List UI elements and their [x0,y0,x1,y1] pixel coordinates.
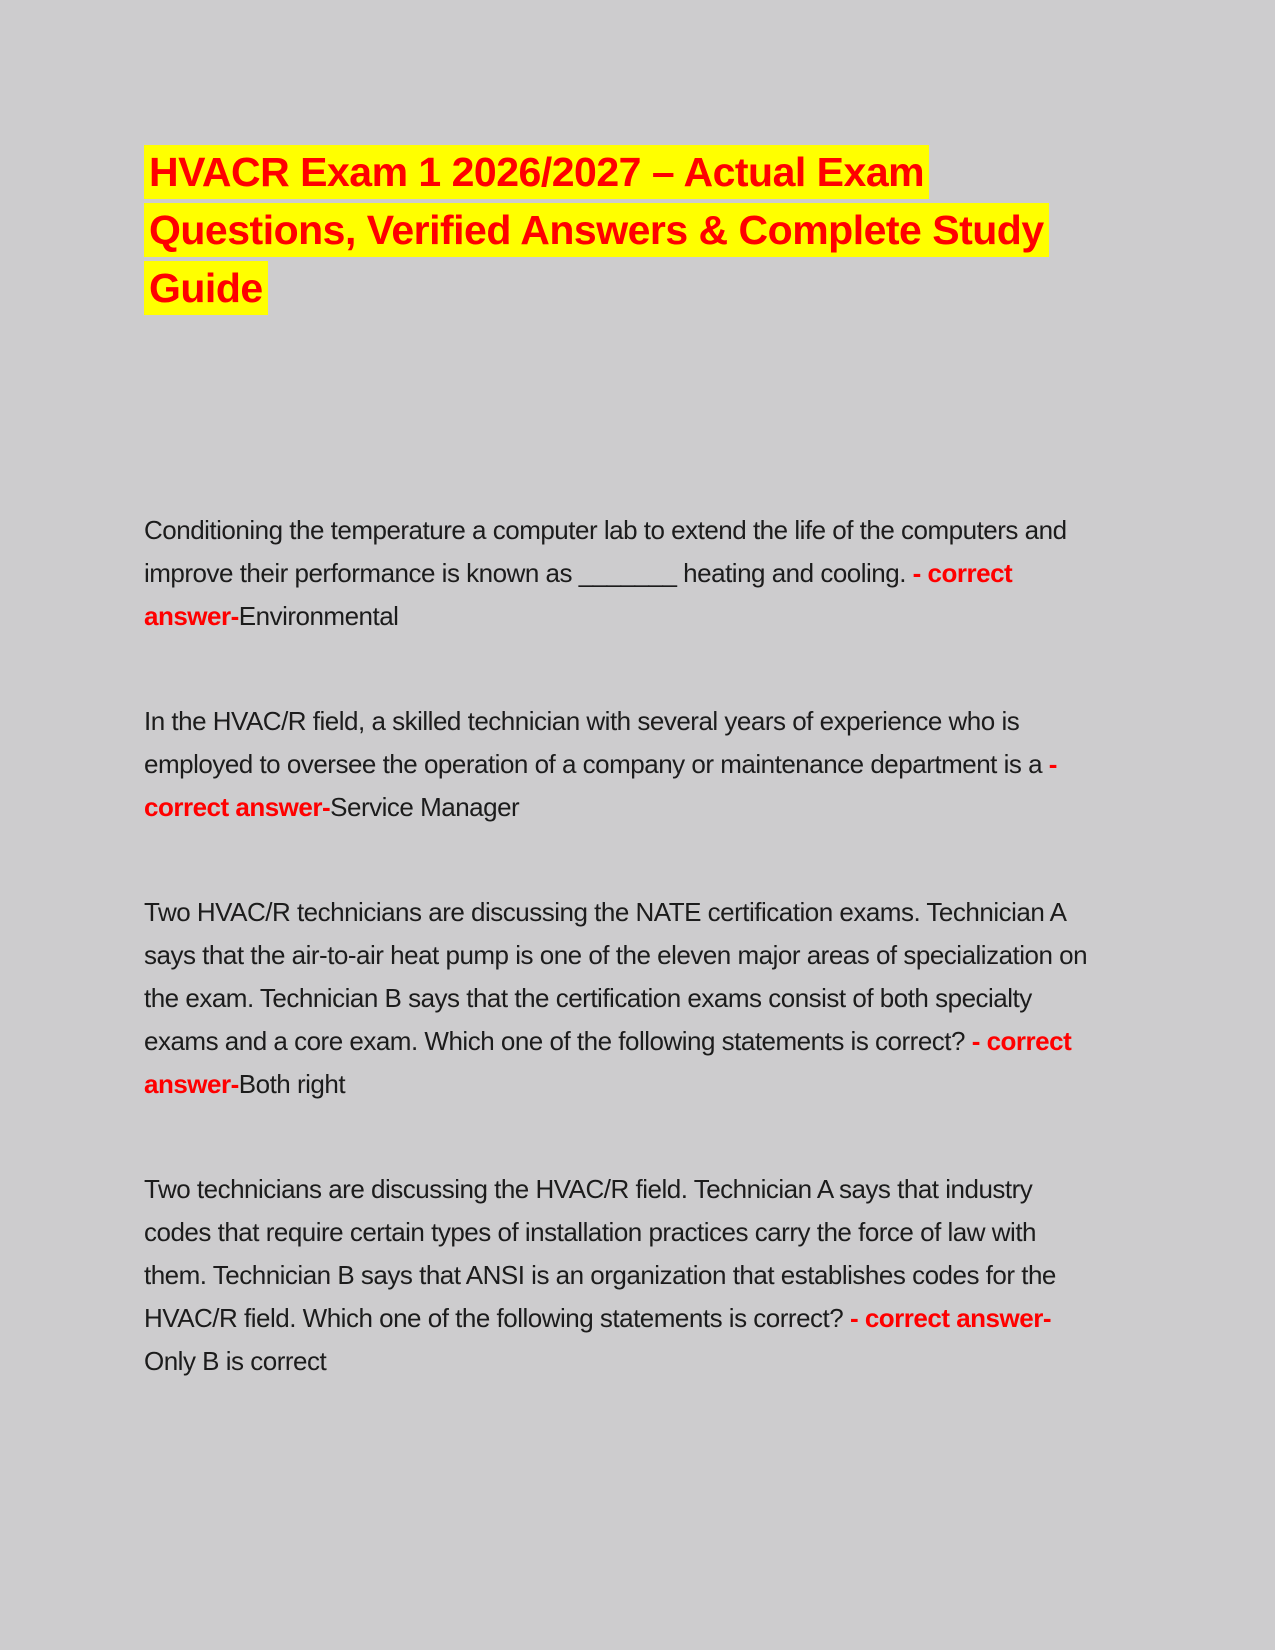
answer-text: Both right [238,1069,346,1099]
question-text: Two technicians are discussing the HVAC/R field. Technician A says that industry codes that require certain types of installation practices carry the force of law with them. Technician B says that ANSI is an organization that establishes codes for the HVAC/R field. Which one of the following statements is correct? [144,1174,1056,1333]
qa-item [144,509,1102,638]
answer-text: Service Manager [330,792,520,822]
qa-item [144,1168,1102,1383]
qa-item [144,891,1102,1106]
question-text: Conditioning the temperature a computer lab to extend the life of the computers and improve their performance is known as _______ heating and cooling. [144,515,1067,588]
answer-text: Environmental [238,601,399,631]
question-text: In the HVAC/R field, a skilled technician with several years of experience who is employed to oversee the operation of a company or maintenance department is a [144,706,1049,779]
qa-item [144,700,1102,829]
correct-answer-marker: - correct answer- [144,749,1057,822]
page-title-highlight: HVACR Exam 1 2026/2027 – Actual Exam Questions, Verified Answers & Complete Study Guide [144,145,1049,315]
correct-answer-marker: - correct answer- [144,1026,1072,1099]
document-content [144,143,1102,1445]
answer-text: Only B is correct [144,1346,327,1376]
correct-answer-marker: - correct answer- [144,558,1013,631]
correct-answer-marker: - correct answer- [849,1303,1051,1333]
question-text: Two HVAC/R technicians are discussing the NATE certification exams. Technician A says that the air-to-air heat pump is one of the eleven major areas of specialization on the exam. Technician B says that the certification exams consist of both specialty exams and a core exam. Which one of the following statements is correct? [144,897,1088,1056]
page-title [144,143,1102,317]
